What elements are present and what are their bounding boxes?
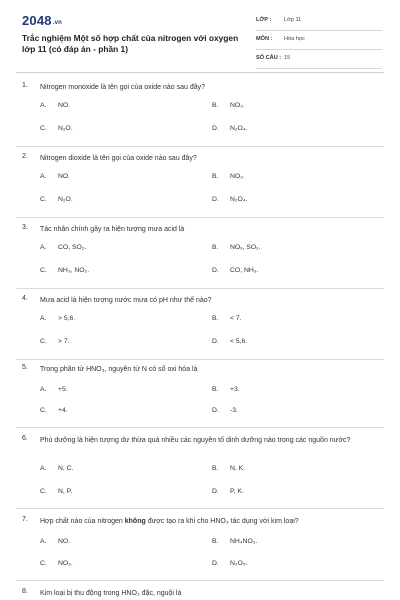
document-title: Trắc nghiệm Một số hợp chất của nitrogen với oxygen lớp 11 (có đáp án - phần 1): [22, 33, 239, 54]
question-number: 8.: [22, 588, 28, 595]
option-text: NO₂.: [58, 560, 73, 567]
option-b[interactable]: [212, 244, 261, 251]
option-a[interactable]: [40, 465, 73, 472]
option-text: < 7.: [230, 315, 242, 322]
option-text: N₂O.: [58, 196, 73, 203]
question-number: 5.: [22, 364, 28, 371]
question-text: Trong phân tử HNO₃, nguyên tử N có số oxi hóa là: [40, 366, 198, 373]
option-text: NO₂.: [230, 173, 245, 180]
option-text: N₂O₅.: [230, 560, 248, 567]
option-text: CO, NH₃.: [230, 267, 259, 274]
option-text: NO.: [58, 173, 71, 180]
question-divider: [16, 217, 384, 218]
option-text: N₂O₄.: [230, 196, 248, 203]
option-letter: C.: [40, 267, 47, 274]
option-c[interactable]: [40, 407, 68, 414]
option-letter: B.: [212, 386, 219, 393]
option-text: +5.: [58, 386, 68, 393]
option-c[interactable]: [40, 125, 73, 132]
question-text-pre: Hợp chất nào của nitrogen: [40, 518, 125, 525]
option-text: NO.: [58, 538, 71, 545]
option-d[interactable]: [212, 267, 258, 274]
question-divider: [16, 580, 384, 581]
option-d[interactable]: [212, 560, 247, 567]
option-text: > 7.: [58, 338, 70, 345]
meta-row-count: [256, 52, 382, 69]
option-text: +4.: [58, 407, 68, 414]
option-letter: A.: [40, 465, 47, 472]
option-text: N₂O.: [58, 125, 73, 132]
question-divider: [16, 508, 384, 509]
question-divider: [16, 288, 384, 289]
option-letter: B.: [212, 538, 219, 545]
option-letter: D.: [212, 338, 219, 345]
option-letter: A.: [40, 173, 47, 180]
meta-value-count: 15: [284, 55, 291, 61]
meta-panel: [256, 14, 382, 71]
option-a[interactable]: [40, 386, 68, 393]
option-a[interactable]: [40, 102, 70, 109]
option-letter: A.: [40, 315, 47, 322]
option-letter: A.: [40, 102, 47, 109]
question-text: Nitrogen dioxide là tên gọi của oxide nào sau đây?: [40, 155, 197, 162]
option-letter: C.: [40, 125, 47, 132]
option-text: NO₂.: [230, 102, 245, 109]
option-text: NOₓ, SO₂.: [230, 244, 261, 251]
option-letter: B.: [212, 244, 219, 251]
question-text: Kim loại bị thụ động trong HNO₃ đặc, nguội là: [40, 590, 182, 597]
option-text: NO.: [58, 102, 71, 109]
question-number: 2.: [22, 153, 28, 160]
option-letter: D.: [212, 560, 219, 567]
option-letter: B.: [212, 315, 219, 322]
option-letter: D.: [212, 196, 219, 203]
meta-row-subject: [256, 33, 382, 50]
option-a[interactable]: [40, 315, 75, 322]
meta-label-subject: MÔN :: [256, 36, 273, 42]
question-number: 3.: [22, 224, 28, 231]
option-text: +3.: [230, 386, 240, 393]
option-b[interactable]: [212, 386, 240, 393]
option-letter: B.: [212, 173, 219, 180]
option-letter: C.: [40, 488, 47, 495]
option-c[interactable]: [40, 488, 72, 495]
option-text: CO, SO₂.: [58, 244, 87, 251]
option-letter: C.: [40, 196, 47, 203]
option-text: NH₄NO₃.: [230, 538, 258, 545]
option-letter: D.: [212, 488, 219, 495]
question-text: Mưa acid là hiện tượng nước mưa có pH như thế nào?: [40, 297, 212, 304]
option-letter: D.: [212, 125, 219, 132]
option-b[interactable]: [212, 102, 245, 109]
option-text: > 5,6.: [58, 315, 76, 322]
option-letter: A.: [40, 386, 47, 393]
meta-label-class: LỚP :: [256, 17, 272, 23]
option-letter: C.: [40, 407, 47, 414]
option-a[interactable]: [40, 173, 70, 180]
question-text: [40, 516, 385, 528]
option-letter: C.: [40, 560, 47, 567]
option-letter: A.: [40, 538, 47, 545]
logo-text: 2048: [22, 13, 52, 28]
option-b[interactable]: [212, 538, 257, 545]
question-text: Tác nhân chính gây ra hiện tượng mưa acid là: [40, 226, 185, 233]
option-text: P, K.: [230, 488, 244, 495]
question-text: Nitrogen monoxide là tên gọi của oxide nào sau đây?: [40, 84, 205, 91]
meta-value-class: Lớp 11: [284, 17, 302, 23]
question-number: 6.: [22, 435, 28, 442]
option-a[interactable]: [40, 244, 86, 251]
option-letter: C.: [40, 338, 47, 345]
option-c[interactable]: [40, 560, 73, 567]
option-a[interactable]: [40, 538, 70, 545]
question-text-emphasis: không: [124, 518, 146, 525]
option-d[interactable]: [212, 488, 244, 495]
question-text-post: được tạo ra khi cho HNO₃ tác dụng với kim loại?: [145, 518, 299, 525]
option-letter: B.: [212, 102, 219, 109]
option-d[interactable]: [212, 338, 247, 345]
option-text: N, P.: [58, 488, 73, 495]
option-letter: A.: [40, 244, 47, 251]
option-b[interactable]: [212, 173, 245, 180]
option-letter: D.: [212, 407, 219, 414]
option-text: N₂O₄.: [230, 125, 248, 132]
option-text: N, C.: [58, 465, 74, 472]
question-number: 7.: [22, 516, 28, 523]
option-text: NH₃, NO₂.: [58, 267, 90, 274]
option-d[interactable]: [212, 196, 248, 203]
meta-label-count: SỐ CÂU :: [256, 55, 282, 61]
option-letter: B.: [212, 465, 219, 472]
question-divider: [16, 427, 384, 428]
header: [0, 0, 400, 68]
option-text: -3.: [230, 407, 238, 414]
question-divider: [16, 359, 384, 360]
header-divider: [16, 72, 384, 73]
meta-value-subject: Hóa học: [284, 36, 305, 42]
question-number: 4.: [22, 295, 28, 302]
logo[interactable]: [22, 13, 62, 28]
option-c[interactable]: [40, 196, 73, 203]
logo-suffix: .vn: [52, 20, 63, 26]
option-b[interactable]: [212, 465, 245, 472]
question-number: 1.: [22, 82, 28, 89]
option-text: N, K.: [230, 465, 246, 472]
question-text: Phú dưỡng là hiện tượng dư thừa quá nhiều các nguyên tố dinh dưỡng nào trong các nguồn nước?: [40, 437, 351, 444]
option-b[interactable]: [212, 315, 242, 322]
option-c[interactable]: [40, 267, 89, 274]
option-c[interactable]: [40, 338, 70, 345]
option-letter: D.: [212, 267, 219, 274]
option-text: < 5,6.: [230, 338, 248, 345]
meta-row-class: [256, 14, 382, 31]
option-d[interactable]: [212, 407, 238, 414]
option-d[interactable]: [212, 125, 248, 132]
question-divider: [16, 146, 384, 147]
